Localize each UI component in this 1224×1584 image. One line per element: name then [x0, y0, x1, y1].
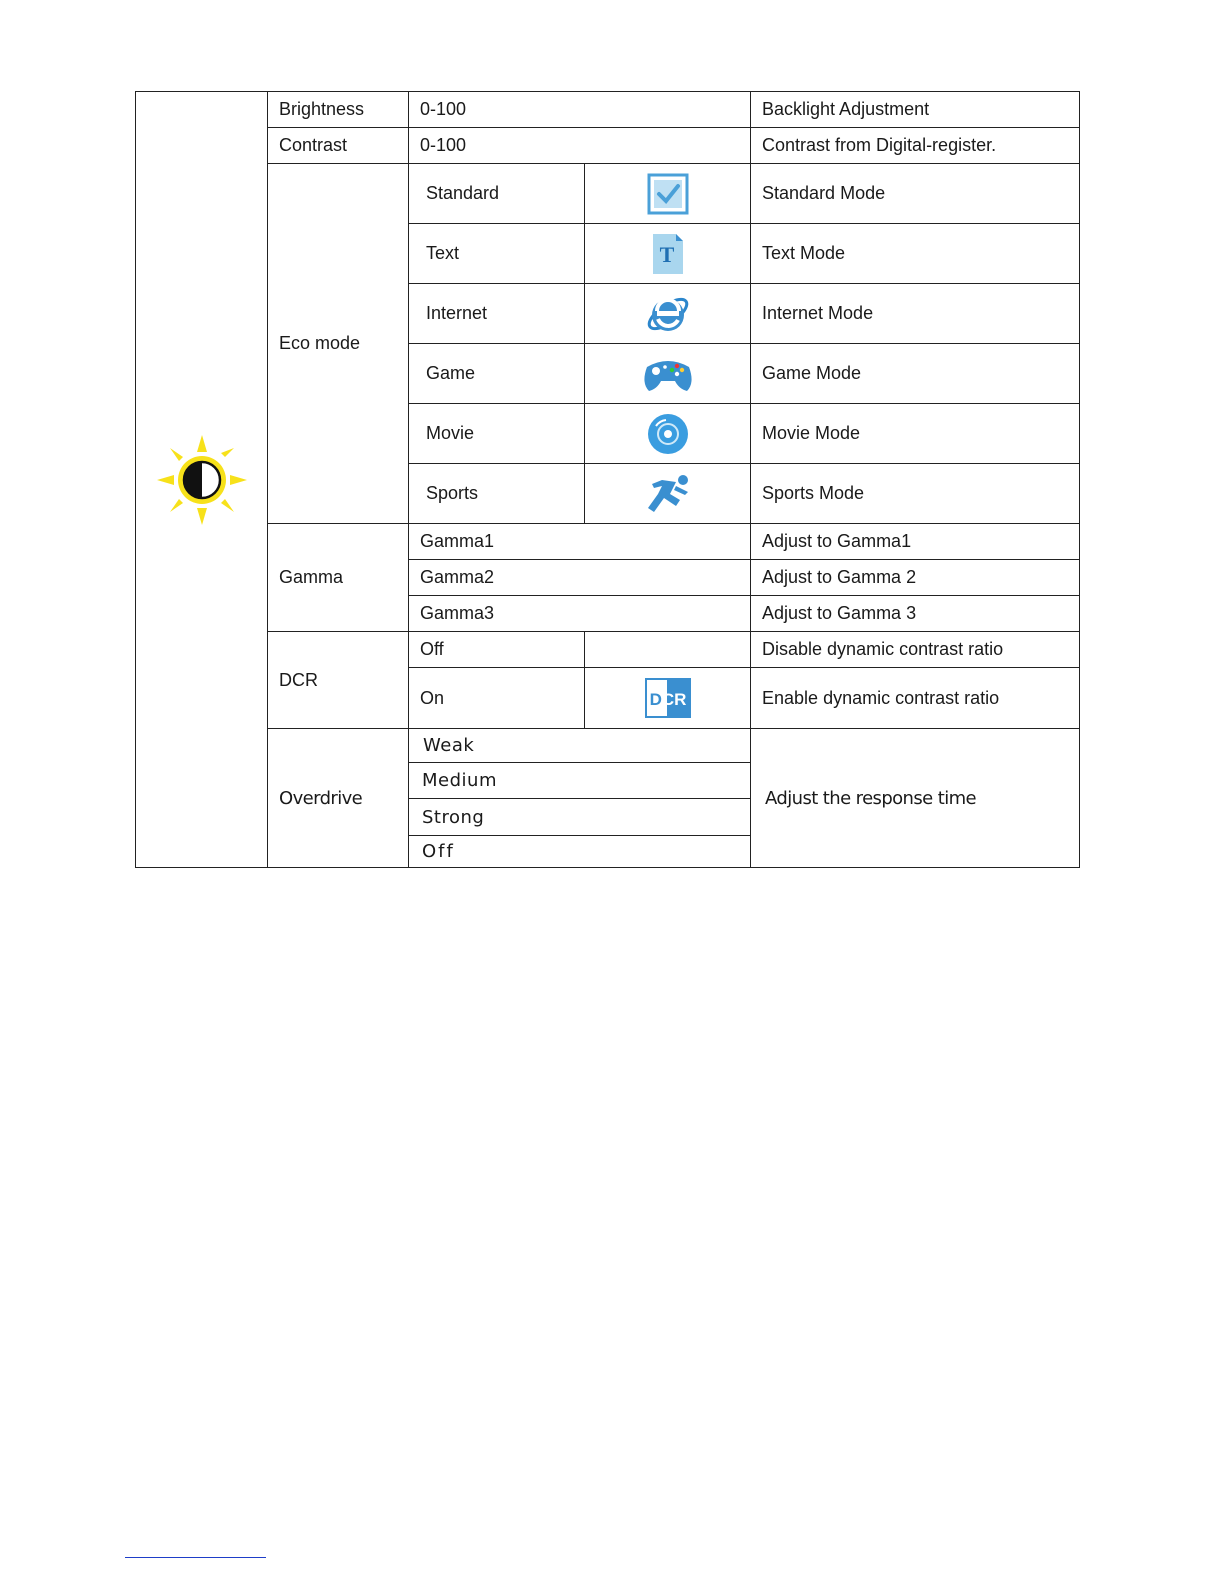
- text-document-icon: [650, 232, 686, 276]
- eco-option-internet: Internet: [409, 284, 585, 344]
- gamma-option-1: Gamma1: [409, 524, 751, 560]
- movie-icon-cell: [585, 404, 751, 464]
- eco-description-sports: Sports Mode: [751, 464, 1080, 524]
- dcr-on-icon-cell: [585, 668, 751, 729]
- brightness-row: [136, 92, 1080, 128]
- eco-row-standard: [136, 164, 1080, 224]
- contrast-range: 0-100: [409, 128, 751, 164]
- overdrive-option-strong: Strong: [409, 799, 751, 836]
- disc-icon: [646, 412, 690, 456]
- eco-mode-label: Eco mode: [268, 164, 409, 524]
- internet-explorer-icon: [643, 290, 693, 338]
- gamma-description-2: Adjust to Gamma 2: [751, 560, 1080, 596]
- dcr-option-on: On: [409, 668, 585, 729]
- contrast-label: Contrast: [268, 128, 409, 164]
- gamma-description-1: Adjust to Gamma1: [751, 524, 1080, 560]
- eco-option-text: Text: [409, 224, 585, 284]
- runner-icon: [642, 472, 694, 516]
- overdrive-option-off: Off: [409, 836, 751, 868]
- brightness-label: Brightness: [268, 92, 409, 128]
- eco-description-standard: Standard Mode: [751, 164, 1080, 224]
- gamepad-icon: [641, 353, 695, 395]
- dcr-description-on: Enable dynamic contrast ratio: [751, 668, 1080, 729]
- eco-option-movie: Movie: [409, 404, 585, 464]
- overdrive-label: Overdrive: [268, 729, 409, 868]
- svg-text:T: T: [659, 241, 674, 267]
- eco-description-movie: Movie Mode: [751, 404, 1080, 464]
- dcr-label: DCR: [268, 632, 409, 729]
- internet-icon-cell: [585, 284, 751, 344]
- dcr-off-icon-cell: [585, 632, 751, 668]
- footnote-separator: [125, 1557, 266, 1558]
- overdrive-option-medium: Medium: [409, 763, 751, 799]
- eco-description-internet: Internet Mode: [751, 284, 1080, 344]
- contrast-description: Contrast from Digital-register.: [751, 128, 1080, 164]
- gamma-description-3: Adjust to Gamma 3: [751, 596, 1080, 632]
- standard-icon-cell: [585, 164, 751, 224]
- eco-description-game: Game Mode: [751, 344, 1080, 404]
- text-icon-cell: [585, 224, 751, 284]
- brightness-description: Backlight Adjustment: [751, 92, 1080, 128]
- eco-description-text: Text Mode: [751, 224, 1080, 284]
- gamma-label: Gamma: [268, 524, 409, 632]
- dcr-description-off: Disable dynamic contrast ratio: [751, 632, 1080, 668]
- dcr-icon: [645, 678, 691, 718]
- game-icon-cell: [585, 344, 751, 404]
- luminance-sun-icon: [154, 432, 250, 528]
- brightness-range: 0-100: [409, 92, 751, 128]
- overdrive-row-1: [136, 729, 1080, 763]
- luminance-settings-table: [135, 91, 1080, 868]
- gamma-row-1: [136, 524, 1080, 560]
- overdrive-description: Adjust the response time: [751, 729, 1080, 868]
- sports-icon-cell: [585, 464, 751, 524]
- dcr-row-off: [136, 632, 1080, 668]
- dcr-option-off: Off: [409, 632, 585, 668]
- overdrive-option-weak: Weak: [409, 729, 751, 763]
- eco-option-game: Game: [409, 344, 585, 404]
- luminance-icon-cell: [136, 92, 268, 868]
- eco-option-sports: Sports: [409, 464, 585, 524]
- contrast-row: [136, 128, 1080, 164]
- eco-option-standard: Standard: [409, 164, 585, 224]
- gamma-option-2: Gamma2: [409, 560, 751, 596]
- dcr-icon-text: DCR: [649, 690, 686, 709]
- gamma-option-3: Gamma3: [409, 596, 751, 632]
- checkbox-icon: [647, 173, 689, 215]
